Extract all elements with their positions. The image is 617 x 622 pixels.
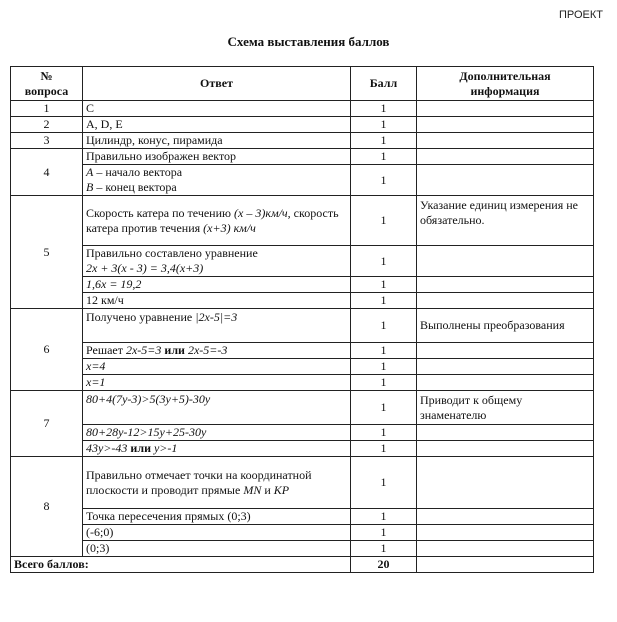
extra-cell xyxy=(417,343,594,359)
answer-cell: Цилиндр, конус, пирамида xyxy=(83,133,351,149)
answer-cell: 80+4(7y-3)>5(3y+5)-30y xyxy=(83,391,351,425)
score-cell: 1 xyxy=(351,457,417,509)
table-row xyxy=(11,343,594,359)
answer-cell: 12 км/ч xyxy=(83,293,351,309)
question-number: 4 xyxy=(11,149,83,196)
score-cell: 1 xyxy=(351,509,417,525)
table-row xyxy=(11,425,594,441)
extra-cell xyxy=(417,457,594,509)
extra-cell xyxy=(417,117,594,133)
score-cell: 1 xyxy=(351,309,417,343)
table-row xyxy=(11,149,594,165)
score-cell: 1 xyxy=(351,149,417,165)
table-row xyxy=(11,246,594,277)
table-row xyxy=(11,277,594,293)
header-question-number: № вопроса xyxy=(11,67,83,101)
score-cell: 1 xyxy=(351,196,417,246)
answer-cell: (0;3) xyxy=(83,541,351,557)
answer-cell: (-6;0) xyxy=(83,525,351,541)
table-row xyxy=(11,101,594,117)
answer-cell: 80+28y-12>15y+25-30y xyxy=(83,425,351,441)
score-cell: 1 xyxy=(351,375,417,391)
total-row xyxy=(11,557,594,573)
table-row xyxy=(11,165,594,196)
answer-cell: Решает 2x-5=3 или 2x-5=-3 xyxy=(83,343,351,359)
extra-cell: Указание единиц измерения не обязательно. xyxy=(417,196,594,246)
extra-cell xyxy=(417,293,594,309)
score-cell: 1 xyxy=(351,343,417,359)
extra-cell: Приводит к общему знаменателю xyxy=(417,391,594,425)
header-score: Балл xyxy=(351,67,417,101)
extra-cell xyxy=(417,101,594,117)
score-cell: 1 xyxy=(351,391,417,425)
table-row xyxy=(11,391,594,425)
extra-cell xyxy=(417,359,594,375)
score-cell: 1 xyxy=(351,246,417,277)
extra-cell xyxy=(417,525,594,541)
score-cell: 1 xyxy=(351,277,417,293)
answer-cell: A, D, E xyxy=(83,117,351,133)
score-cell: 1 xyxy=(351,525,417,541)
question-number: 5 xyxy=(11,196,83,309)
question-number: 8 xyxy=(11,457,83,557)
total-score: 20 xyxy=(351,557,417,573)
table-row xyxy=(11,457,594,509)
table-row xyxy=(11,133,594,149)
answer-cell: Правильно составлено уравнение 2x + 3(x - 3) = 3,4(x+3) xyxy=(83,246,351,277)
question-number: 3 xyxy=(11,133,83,149)
table-row xyxy=(11,309,594,343)
answer-cell: Точка пересечения прямых (0;3) xyxy=(83,509,351,525)
extra-cell xyxy=(417,509,594,525)
table-row xyxy=(11,196,594,246)
score-cell: 1 xyxy=(351,425,417,441)
table-row xyxy=(11,441,594,457)
answer-cell: 1,6x = 19,2 xyxy=(83,277,351,293)
extra-cell xyxy=(417,425,594,441)
table-row xyxy=(11,359,594,375)
answer-cell: 43y>-43 или y>-1 xyxy=(83,441,351,457)
extra-cell xyxy=(417,277,594,293)
extra-cell xyxy=(417,375,594,391)
answer-cell: Получено уравнение |2x-5|=3 xyxy=(83,309,351,343)
extra-cell xyxy=(417,165,594,196)
extra-cell xyxy=(417,149,594,165)
answer-cell: x=4 xyxy=(83,359,351,375)
question-number: 6 xyxy=(11,309,83,391)
answer-cell: C xyxy=(83,101,351,117)
total-label: Всего баллов: xyxy=(11,557,351,573)
table-row xyxy=(11,541,594,557)
answer-cell: Правильно изображен вектор xyxy=(83,149,351,165)
draft-label: ПРОЕКТ xyxy=(558,9,603,21)
question-number: 1 xyxy=(11,101,83,117)
score-cell: 1 xyxy=(351,117,417,133)
extra-cell xyxy=(417,541,594,557)
table-row xyxy=(11,509,594,525)
answer-cell: Правильно отмечает точки на координатной плоскости и проводит прямые MN и KP xyxy=(83,457,351,509)
header-answer: Ответ xyxy=(83,67,351,101)
score-cell: 1 xyxy=(351,133,417,149)
question-number: 2 xyxy=(11,117,83,133)
extra-cell xyxy=(417,557,594,573)
score-cell: 1 xyxy=(351,441,417,457)
table-row xyxy=(11,525,594,541)
extra-cell: Выполнены преобразования xyxy=(417,309,594,343)
scoring-table xyxy=(10,66,594,573)
score-cell: 1 xyxy=(351,359,417,375)
extra-cell xyxy=(417,246,594,277)
extra-cell xyxy=(417,441,594,457)
table-row xyxy=(11,293,594,309)
extra-cell xyxy=(417,133,594,149)
score-cell: 1 xyxy=(351,101,417,117)
score-cell: 1 xyxy=(351,293,417,309)
answer-cell: x=1 xyxy=(83,375,351,391)
header-row xyxy=(11,67,594,101)
answer-cell: A – начало вектора B – конец вектора xyxy=(83,165,351,196)
score-cell: 1 xyxy=(351,541,417,557)
table-row xyxy=(11,375,594,391)
table-row xyxy=(11,117,594,133)
question-number: 7 xyxy=(11,391,83,457)
header-extra-info: Дополнительная информация xyxy=(417,67,594,101)
page-title: Схема выставления баллов xyxy=(227,34,390,49)
score-cell: 1 xyxy=(351,165,417,196)
answer-cell: Скорость катера по течению (x – 3)км/ч, скорость катера против течения (x+3) км/ч xyxy=(83,196,351,246)
